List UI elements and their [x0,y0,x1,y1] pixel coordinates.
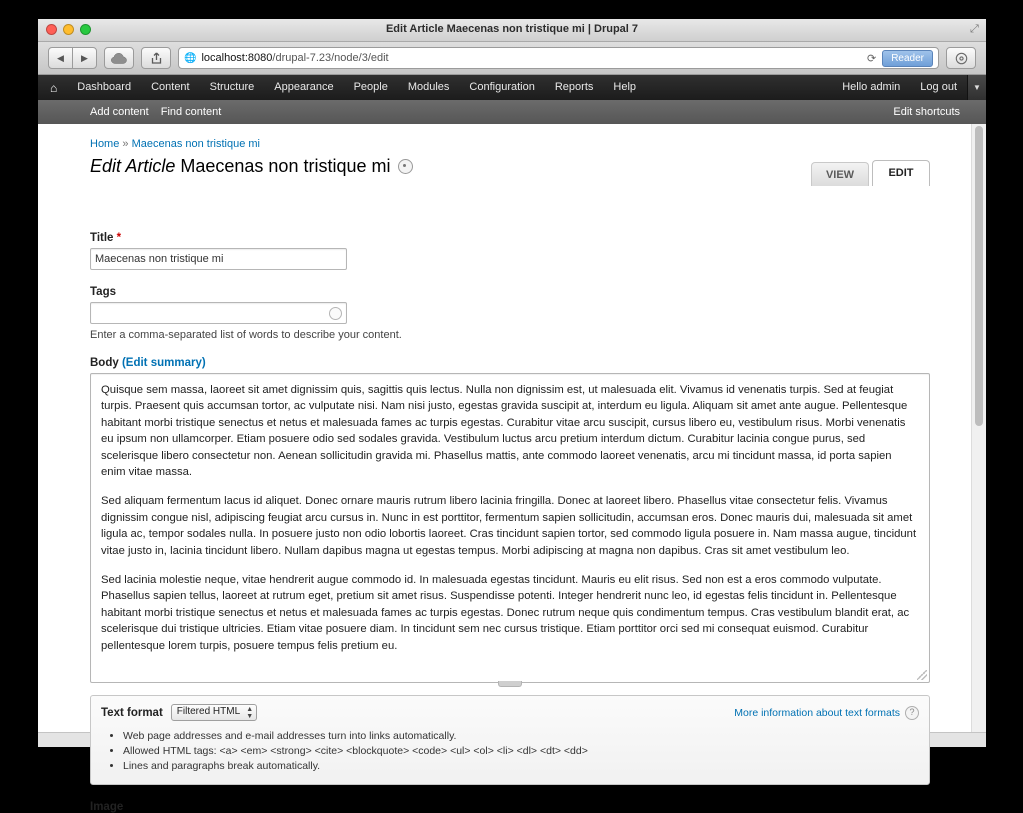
tags-input[interactable] [90,302,347,324]
admin-menu-item-appearance[interactable]: Appearance [274,81,334,93]
tags-label: Tags [90,286,116,298]
tab-view[interactable]: VIEW [811,162,869,186]
textarea-grippie[interactable] [498,681,522,687]
breadcrumb [38,124,972,150]
body-textarea-wrapper[interactable] [90,373,930,683]
icloud-icon[interactable] [104,47,134,69]
chevron-down-icon[interactable]: ▼ [967,75,986,100]
title-field-group [90,232,930,270]
page-title [90,156,390,177]
tab-edit[interactable]: EDIT [872,160,930,186]
admin-menu-item-structure[interactable]: Structure [209,81,255,93]
edit-shortcuts-link[interactable]: Edit shortcuts [893,106,960,118]
reload-icon[interactable]: ⟳ [866,52,877,65]
image-field-label: Image [90,801,124,813]
text-format-tips [101,729,919,774]
url-text: localhost:8080/drupal-7.23/node/3/edit [201,52,389,64]
breadcrumb-home[interactable]: Home [90,138,120,150]
window-title-bar [38,19,986,42]
browser-window [38,19,986,813]
tags-description: Enter a comma-separated list of words to describe your content. [90,329,402,341]
back-icon[interactable]: ◀ [57,52,64,63]
page-viewport [38,75,986,813]
admin-menu-item-help[interactable]: Help [613,81,637,93]
shortcut-add-content[interactable]: Add content [90,106,149,118]
required-marker: * [116,232,122,244]
admin-menu-item-configuration[interactable]: Configuration [469,81,535,93]
fullscreen-icon[interactable]: ⤢ [970,23,979,35]
page-title-main: Maecenas non tristique mi [180,156,391,176]
help-icon[interactable]: ? [905,706,919,720]
browser-toolbar [38,42,986,75]
page-content [38,124,972,813]
chevron-updown-icon: ▲ ▼ [246,706,254,720]
greeting-text: Hello admin [842,81,901,93]
page-scrollbar-thumb[interactable] [975,126,983,426]
drupal-page [38,124,986,813]
admin-menu-item-modules[interactable]: Modules [407,81,450,93]
admin-menu-item-content[interactable]: Content [151,81,190,93]
text-format-label: Text format [101,706,163,719]
more-formats-row [734,706,919,720]
title-input[interactable] [90,248,347,270]
text-format-tip: • Web page addresses and e-mail addresses turn into links automatically. [123,729,919,744]
autocomplete-throbber-icon [329,307,342,320]
home-icon[interactable]: ⌂ [50,80,58,95]
node-tabs [811,160,930,186]
edit-form [90,232,930,813]
window-title: Edit Article Maecenas non tristique mi | Drupal 7 [385,23,639,35]
breadcrumb-separator: » [122,138,129,150]
shortcut-bar [38,100,986,125]
admin-menu [67,75,646,100]
body-label: Body (Edit summary) [90,357,206,369]
address-bar[interactable] [178,47,939,69]
nav-buttons[interactable] [48,47,97,69]
more-text-formats-link[interactable]: More information about text formats [734,707,900,719]
logout-link[interactable]: Log out [920,81,957,93]
page-title-prefix: Edit Article [90,156,176,176]
title-label: Title * [90,232,122,244]
textarea-resize-handle[interactable] [917,670,927,680]
breadcrumb-current[interactable]: Maecenas non tristique mi [131,138,260,150]
text-format-tip: • Lines and paragraphs break automatically. [123,759,919,774]
text-format-panel [90,695,930,785]
add-shortcut-icon[interactable] [398,159,413,174]
share-icon[interactable] [141,47,171,69]
body-textarea[interactable] [91,374,929,682]
admin-menu-item-dashboard[interactable]: Dashboard [77,81,132,93]
admin-menu-item-people[interactable]: People [353,81,388,93]
tags-field-group [90,286,930,341]
body-paragraph: Sed lacinia molestie neque, vitae hendrerit augue commodo id. In malesuada egestas tincidunt. Mauris eu elit risus. Sed non est a eros commodo vulputate. Phasellus sapien tellus, laoreet at rutrum eget, pretium sit amet risus. Suspendisse potenti. Integer hendrerit nunc leo, id egestas felis tincidunt in. Pellentesque habitant morbi tristique senectus et netus et malesuada fames ac turpis egestas. Donec rutrum neque quis condimentum tempus. Cras vestibulum blandit erat, ac scelerisque dui tristique ultricies. Etiam vitae posuere diam. In tincidunt sem nec cursus tristique. Etiam porttitor orci sed mi consequat euismod. Curabitur pellentesque lorem turpis, posuere tempus felis pretium eu. [101,574,910,652]
body-paragraph: Sed aliquam fermentum lacus id aliquet. Donec ornare mauris rutrum libero lacinia fringilla. Donec at laoreet libero. Phasellus vitae consectetur felis. Vivamus dignissim congue nisl, adipiscing feugiat arcu cursus in. Nunc in est porttitor, fermentum sapien sollicitudin, accumsan eros. Donec mauris dui, malesuada sit amet ligula ac, tempor sodales nulla. In posuere justo non odio lobortis laoreet. Cras tincidunt sapien tortor, sed commodo ligula posuere in. Nam massa augue, tincidunt vitae justo in, lacinia tincidunt libero. Nullam dapibus magna ut egestas tempus. Morbi adipiscing at magna non dapibus. Cras sit amet vestibulum leo. [101,495,917,557]
admin-user-area [832,75,986,100]
text-format-selected: Filtered HTML [176,706,241,717]
text-format-tip: • Allowed HTML tags: <a> <em> <strong> <cite> <blockquote> <code> <ul> <ol> <li> <dl> <dt> <dd> [123,744,919,759]
globe-icon: 🌐 [184,52,197,64]
reader-button[interactable]: Reader [882,50,933,67]
admin-menu-item-reports[interactable]: Reports [554,81,594,93]
page-scrollbar[interactable] [971,124,986,732]
edit-summary-link[interactable]: (Edit summary) [121,357,206,369]
text-format-select[interactable] [171,704,257,721]
drupal-admin-toolbar [38,75,986,100]
shortcut-find-content[interactable]: Find content [160,106,222,118]
settings-icon[interactable] [946,47,976,69]
body-field-group [90,357,930,785]
forward-icon[interactable]: ▶ [72,48,96,68]
body-paragraph: Quisque sem massa, laoreet sit amet dignissim quis, sagittis quis lectus. Nulla non dignissim est, ut malesuada elit. Vivamus id venenatis turpis. Sed at feugiat turpis. Praesent quis accumsan tortor, ac vulputate nisi. Nam nisi justo, egestas gravida suscipit at, interdum eu ligula. Aliquam sit amet ante augue. Pellentesque habitant morbi tristique senectus et netus et malesuada fames ac turpis egestas. Curabitur vitae arcu suscipit, cursus libero eu, vestibulum risus. Morbi venenatis eu ipsum non ullamcorper. Etiam posuere odio sed sodales gravida. Vestibulum luctus arcu pretium interdum dictum. Curabitur lacinia congue purus, sed scelerisque libero consectetur non. Aenean sollicitudin gravida mi. Phasellus mattis, ante commodo laoreet venenatis, arcu mi tincidunt massa, id porta sapien enim vitae massa. [101,384,908,479]
